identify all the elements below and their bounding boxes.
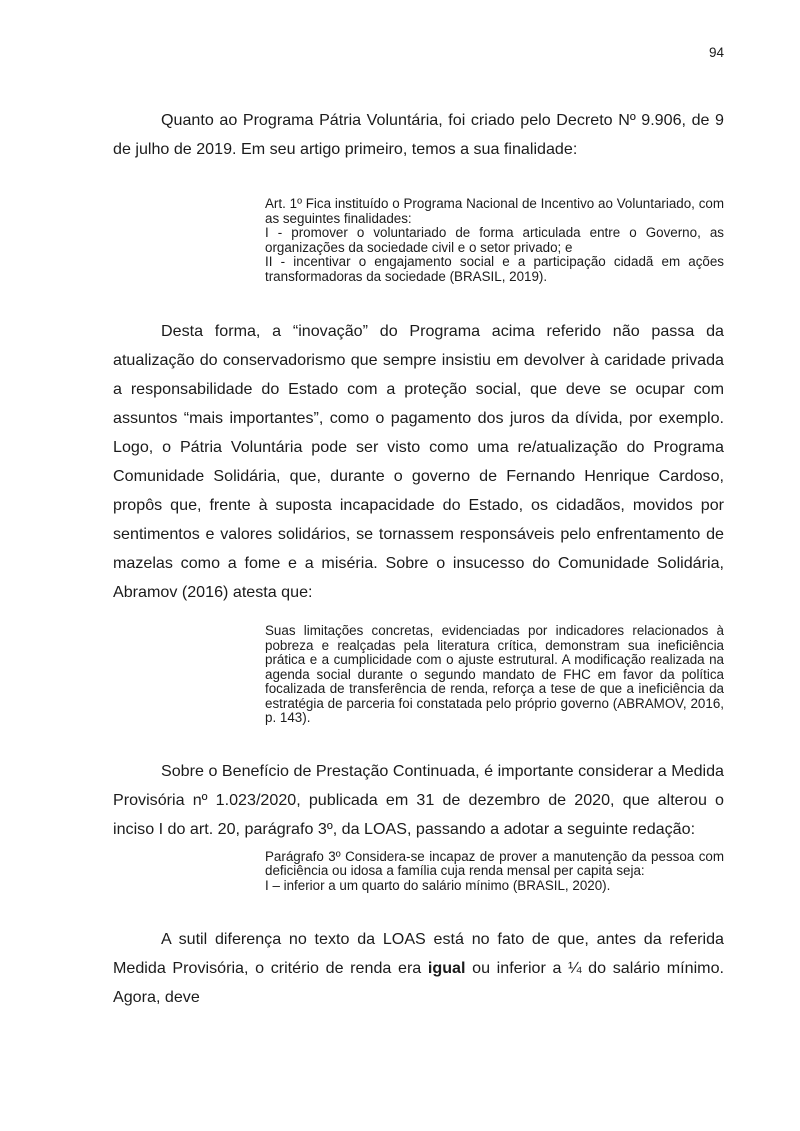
quote-line-paragrafo-3: Parágrafo 3º Considera-se incapaz de prover a manutenção da pessoa com deficiência ou idosa a família cuja renda mensal per capita seja: <box>265 848 724 878</box>
quote-line-inciso-2: II - incentivar o engajamento social e a participação cidadã em ações transformadoras da sociedade (BRASIL, 2019). <box>265 254 724 284</box>
quote-line-inciso-1-loas: I – inferior a um quarto do salário mínimo (BRASIL, 2020). <box>265 877 611 893</box>
quote-line-abramov: Suas limitações concretas, evidenciadas por indicadores relacionados à pobreza e realçadas pela literatura crítica, demonstram sua ineficiência prática e a cumplicidade com o ajuste estrutural. A modificação realizada na agenda social durante o segundo mandato de FHC em favor da política focalizada de transferência de renda, reforça a tese de que a ineficiência da estratégia de parceria foi constatada pelo próprio governo (ABRAMOV, 2016, p. 143). <box>265 623 724 725</box>
quote-line-art1-caput: Art. 1º Fica instituído o Programa Nacional de Incentivo ao Voluntariado, com as seguintes finalidades: <box>265 196 724 226</box>
page-number: 94 <box>708 45 724 60</box>
paragraph-sutil-diferenca-loas <box>113 925 724 1012</box>
paragraph-bpc-medida-provisoria: Sobre o Benefício de Prestação Continuada, é importante considerar a Medida Provisória nº 1.023/2020, publicada em 31 de dezembro de 2020, que alterou o inciso I do art. 20, parágrafo 3º, da LOAS, passando a adotar a seguinte redação: <box>113 761 724 838</box>
text-segment-bold-igual: igual <box>427 959 466 977</box>
text-segment-before-bold: A sutil diferença no texto da LOAS está no fato de que, antes da referida Medida Provisória, o critério de renda era <box>113 930 724 977</box>
blockquote-decreto-art1 <box>265 197 724 284</box>
quote-line-inciso-1: I - promover o voluntariado de forma articulada entre o Governo, as organizações da sociedade civil e o setor privado; e <box>265 225 724 255</box>
text-segment-after-bold: ou inferior a ¼ do salário mínimo. Agora, deve <box>113 959 725 1006</box>
blockquote-paragrafo-3-loas <box>265 850 724 894</box>
paragraph-patria-voluntaria-intro: Quanto ao Programa Pátria Voluntária, foi criado pelo Decreto Nº 9.906, de 9 de julho de 2019. Em seu artigo primeiro, temos a sua finalidade: <box>113 111 724 158</box>
blockquote-abramov-2016 <box>265 624 724 726</box>
paragraph-inovacao-conservadorismo: Desta forma, a “inovação” do Programa acima referido não passa da atualização do conservadorismo que sempre insistiu em devolver à caridade privada a responsabilidade do Estado com a proteção social, que deve se ocupar com assuntos “mais importantes”, como o pagamento dos juros da dívida, por exemplo. Logo, o Pátria Voluntária pode ser visto como uma re/atualização do Programa Comunidade Solidária, que, durante o governo de Fernando Henrique Cardoso, propôs que, frente à suposta incapacidade do Estado, os cidadãos, movidos por sentimentos e valores solidários, se tornassem responsáveis pelo enfrentamento de mazelas como a fome e a miséria. Sobre o insucesso do Comunidade Solidária, Abramov (2016) atesta que: <box>113 322 724 601</box>
